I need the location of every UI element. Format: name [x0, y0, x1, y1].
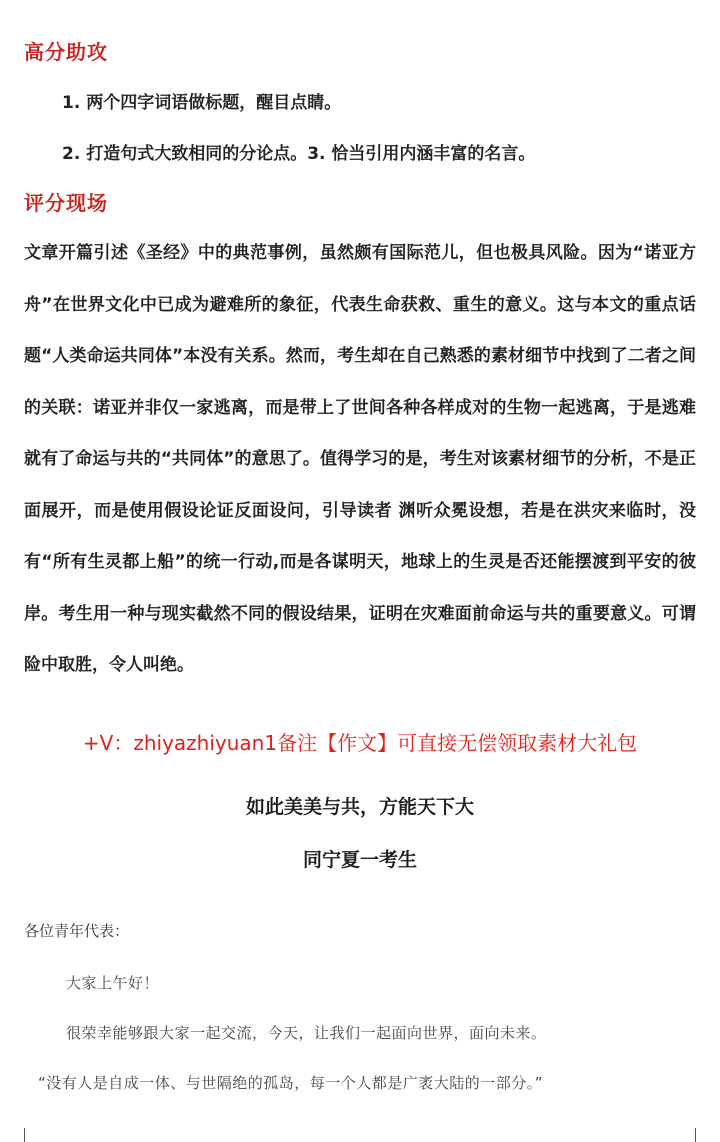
page-corner-mark-left: [24, 1128, 39, 1142]
promo-banner-text: +V：zhiyazhiyuan1备注【作文】可直接无偿领取素材大礼包: [82, 731, 638, 755]
essay-paragraph-1: 大家上午好！: [66, 974, 160, 992]
essay-paragraph-3: “没有人是自成一体、与世隔绝的孤岛，每一个人都是广袤大陆的一部分。”: [38, 1074, 544, 1092]
tips-heading: 高分助攻: [24, 40, 108, 64]
essay-title: 如此美美与共，方能天下大: [245, 796, 474, 818]
review-heading: 评分现场: [24, 191, 108, 215]
essay-salutation: 各位青年代表：: [24, 922, 130, 940]
review-body: 文章开篇引述《圣经》中的典范事例，虽然颇有国际范儿，但也极具风险。因为“诺亚方舟”在世界文化中已成为避难所的象征，代表生命获救、重生的意义。这与本文的重点话题“人类命运共同体”本没有关系。然而，考生却在自己熟悉的素材细节中找到了二者之间的关联：诺亚并非仅一家逃离，而是带上了世间各种各样成对的生物一起逃离，于是逃难就有了命运与共的“共同体”的意思了。值得学习的是，考生对该素材细节的分析，不是正面展开，而是使用假设论证反面设问，引导读者 渊听众冕设想，若是在洪灾来临时，没有“所有生灵都上船”的统一行动,而是各谋明天，地球上的生灵是否还能摆渡到平安的彼岸。考生用一种与现实截然不同的假设结果，证明在灾难面前命运与共的重要意义。可谓险中取胜，令人叫绝。: [24, 243, 696, 675]
tip-item-1: 1. 两个四字词语做标题，醒目点睛。: [62, 93, 342, 113]
essay-author: 同宁夏一考生: [302, 849, 417, 871]
tip-item-2: 2. 打造句式大致相同的分论点。3. 恰当引用内涵丰富的名言。: [62, 144, 536, 164]
essay-paragraph-2: 很荣幸能够跟大家一起交流，今天，让我们一起面向世界，面向未来。: [66, 1024, 547, 1042]
page-corner-mark-right: [681, 1128, 696, 1142]
